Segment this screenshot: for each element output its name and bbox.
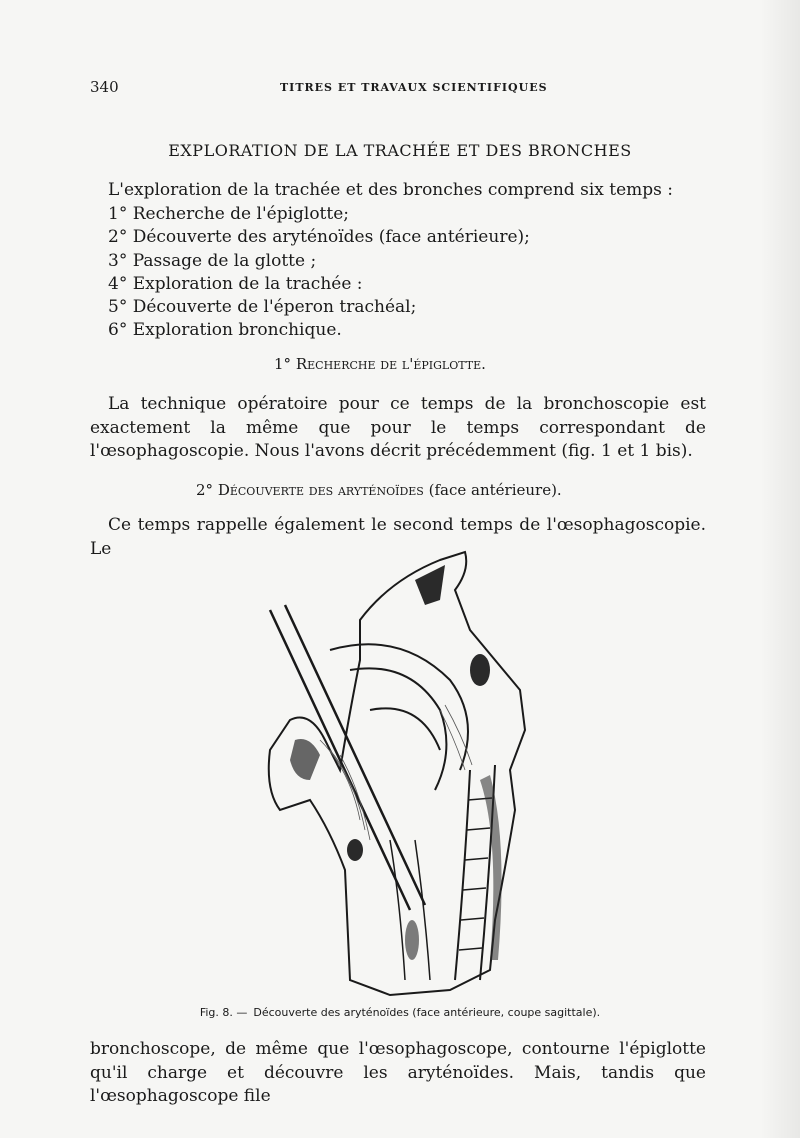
subsection-number: 2° xyxy=(196,481,214,499)
figure-label: Fig. 8. — xyxy=(199,1006,248,1019)
step-item: 1° Recherche de l'épiglotte; xyxy=(108,204,350,224)
subsection-heading-2 xyxy=(196,481,562,499)
paragraph-2: Ce temps rappelle également le second temps de l'œsophagoscopie. Le xyxy=(90,515,706,559)
paragraph-3: bronchoscope, de même que l'œsophagoscope, contourne l'épiglotte qu'il charge et découvre les aryténoïdes. Mais, tandis que l'œsophagoscope file xyxy=(90,1039,706,1106)
page-number: 340 xyxy=(90,78,119,96)
figure-caption-text: Découverte des aryténoïdes (face antérieure, coupe sagittale). xyxy=(253,1006,601,1019)
subsection-suffix: (face antérieure). xyxy=(428,481,562,499)
paragraph-1: La technique opératoire pour ce temps de la bronchoscopie est exactement la même que pour le temps correspondant de l'œsophagoscopie. Nous l'avons décrit précédemment (fig. 1 et 1 bis). xyxy=(90,394,706,461)
subsection-title: Recherche de l'épiglotte. xyxy=(295,355,486,373)
page-header xyxy=(90,78,710,98)
figure-caption xyxy=(0,1006,800,1019)
intro-text: L'exploration de la trachée et des bronches comprend six temps : xyxy=(108,180,673,200)
vertebra-shade xyxy=(470,654,490,686)
sinus-shade xyxy=(415,565,445,605)
step-item: 6° Exploration bronchique. xyxy=(108,320,342,341)
step-item: 5° Découverte de l'éperon trachéal; xyxy=(108,297,417,318)
sagittal-section-figure xyxy=(240,540,540,1000)
step-item: 2° Découverte des aryténoïdes (face antérieure); xyxy=(108,227,530,248)
step-item: 4° Exploration de la trachée : xyxy=(108,273,363,294)
scan-shadow xyxy=(760,0,800,1138)
subsection-title: Découverte des aryténoïdes xyxy=(217,481,424,499)
subsection-heading-1 xyxy=(274,355,486,373)
step-item: 3° Passage de la glotte ; xyxy=(108,250,317,271)
section-title: EXPLORATION DE LA TRACHÉE ET DES BRONCHES xyxy=(168,141,632,160)
steps-list xyxy=(108,203,530,343)
subsection-number: 1° xyxy=(274,355,292,373)
running-title: TITRES ET TRAVAUX SCIENTIFIQUES xyxy=(280,81,548,94)
